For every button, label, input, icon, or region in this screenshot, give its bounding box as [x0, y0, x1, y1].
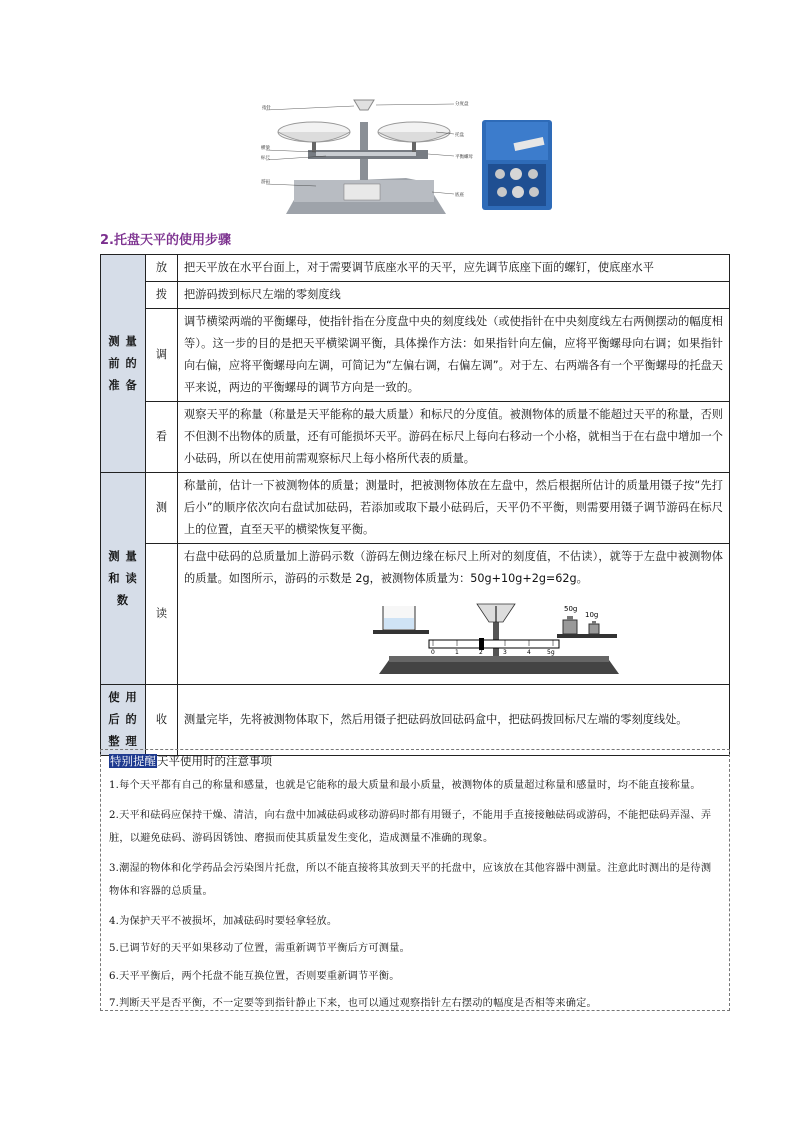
step-text: 测量完毕，先将被测物体取下，然后用镊子把砝码放回砝码盒中，把砝码拨回标尺左端的零刻度线处。 [178, 685, 730, 756]
section-prep: 测 量 前 的 准 备 [101, 255, 146, 473]
note-item: 5.已调节好的天平如果移动了位置，需重新调节平衡后方可测量。 [109, 943, 410, 954]
notes-list [109, 774, 721, 1016]
label-base: 底座 [455, 193, 464, 198]
balance-figure [256, 92, 556, 218]
step-verb: 看 [146, 402, 178, 473]
svg-text:0: 0 [431, 649, 435, 656]
label-dial: 分度盘 [455, 102, 469, 107]
table-row [101, 309, 730, 402]
note-item: 1.每个天平都有自己的称量和感量，也就是它能称的最大质量和最小质量，被测物体的质量超过称量和感量时，均不能直接称量。 [109, 780, 701, 791]
notes-box [100, 749, 730, 1011]
note-item: 7.判断天平是否平衡，不一定要等到指针静止下来，也可以通过观察指针左右摆动的幅度是否相等来确定。 [109, 998, 597, 1009]
label-pan: 托盘 [455, 133, 464, 138]
label-scale: 标尺 [261, 156, 270, 161]
svg-text:4: 4 [527, 649, 531, 656]
label-beam: 横梁 [261, 146, 270, 151]
table-row [101, 402, 730, 473]
step-verb: 放 [146, 255, 178, 282]
weight-10g: 10g [585, 611, 599, 619]
section-heading: 2.托盘天平的使用步骤 [100, 233, 231, 248]
step-text: 观察天平的称量（称量是天平能称的最大质量）和标尺的分度值。被测物体的质量不能超过天平的称量，否则不但测不出物体的质量，还有可能损坏天平。游码在标尺上每向右移动一个小格，就相当于在右盘中增加一个小砝码，所以在使用前需观察标尺上每小格所代表的质量。 [178, 402, 730, 473]
step-text: 称量前，估计一下被测物体的质量；测量时，把被测物体放在左盘中，然后根据所估计的质量用镊子按“先打后小”的顺序依次向右盘试加砝码，若添加或取下最小砝码后，天平仍不平衡，则需要用镊子调节游码在标尺上的位置，直至天平的横梁恢复平衡。 [178, 473, 730, 544]
step-verb: 收 [146, 685, 178, 756]
table-row [101, 544, 730, 685]
usage-steps-table [100, 254, 730, 756]
step-verb: 测 [146, 473, 178, 544]
section-measure: 测 量 和 读 数 [101, 473, 146, 685]
step-text: 把游码拨到标尺左端的零刻度线 [178, 282, 730, 309]
table-row [101, 473, 730, 544]
label-rider: 游码 [261, 180, 270, 185]
svg-text:3: 3 [503, 649, 507, 656]
step-text: 右盘中砝码的总质量加上游码示数（游码左侧边缘在标尺上所对的刻度值，不估读），就等于左盘中被测物体的质量。如图所示，游码的示数是 2g，被测物体质量为：50g+10g+2g=62g。 [184, 550, 723, 585]
highlight-badge: 特别提醒 [110, 754, 156, 768]
step-verb: 读 [146, 544, 178, 685]
svg-text:5g: 5g [547, 649, 555, 656]
notes-title: 特别提醒天平使用时的注意事项 [110, 754, 272, 768]
step-text: 调节横梁两端的平衡螺母，使指针指在分度盘中央的刻度线处（或使指针在中央刻度线左右两侧摆动的幅度相等）。这一步的目的是把天平横梁调平衡，具体操作方法：如果指针向左偏，应将平衡螺母向右调；如果指针向右偏，应将平衡螺母向左调，可简记为“左偏右调，右偏左调”。对于左、右两端各有一个平衡螺母的托盘天平来说，两边的平衡螺母的调节方向是一致的。 [178, 309, 730, 402]
table-row [101, 255, 730, 282]
label-pointer: 指针 [262, 106, 271, 111]
svg-text:2: 2 [479, 649, 483, 656]
reading-diagram [369, 596, 629, 680]
section-cleanup: 使 用 后 的 整 理 [101, 685, 146, 756]
table-row [101, 282, 730, 309]
label-nut: 平衡螺母 [455, 155, 473, 160]
weight-50g: 50g [564, 605, 578, 613]
svg-text:1: 1 [455, 649, 459, 656]
step-verb: 调 [146, 309, 178, 402]
step-text: 把天平放在水平台面上，对于需要调节底座水平的天平，应先调节底座下面的螺钉，使底座水平 [178, 255, 730, 282]
note-item: 3.潮湿的物体和化学药品会污染图片托盘，所以不能直接将其放到天平的托盘中，应该放在其他容器中测量。注意此时测出的是待测物体和容器的总质量。 [109, 862, 712, 897]
note-item: 4.为保护天平不被损坏，加减砝码时要轻拿轻放。 [109, 915, 338, 927]
table-row [101, 685, 730, 756]
weight-box [482, 120, 552, 210]
step-verb: 拨 [146, 282, 178, 309]
note-item: 2.天平和砝码应保持干燥、清洁，向右盘中加减砝码或移动游码时都有用镊子，不能用手直接接触砝码或游码，不能把砝码弄湿、弄脏，以避免砝码、游码因锈蚀、磨损而使其质量发生变化，造成测量不准确的现象。 [109, 809, 712, 844]
note-item: 6.天平平衡后，两个托盘不能互换位置，否则要重新调节平衡。 [109, 970, 400, 982]
